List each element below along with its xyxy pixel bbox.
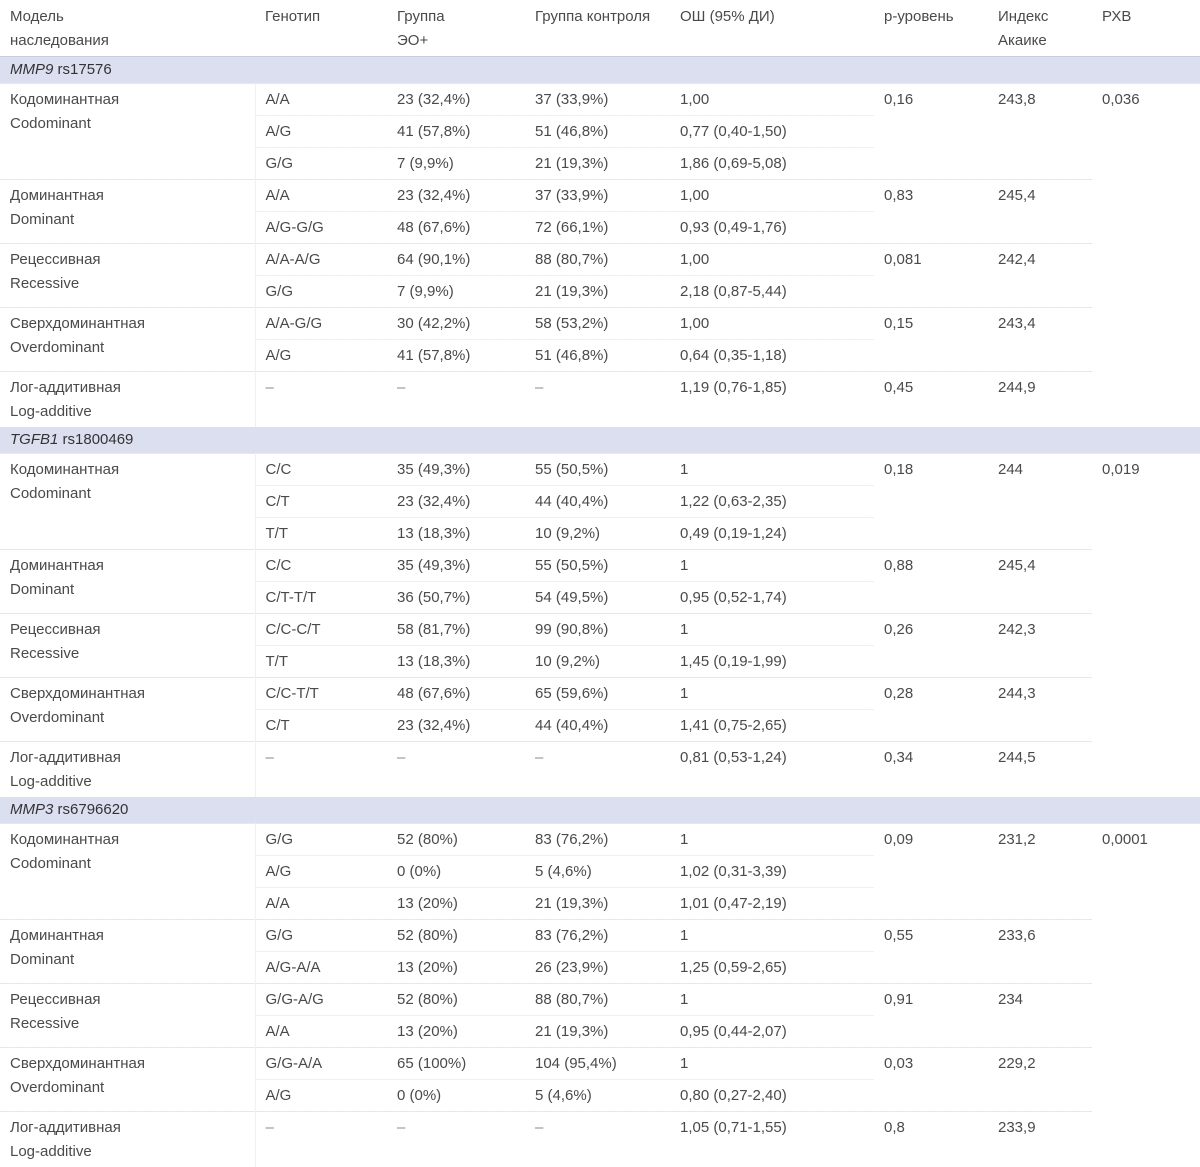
- snp-id: rs1800469: [58, 431, 133, 448]
- model-name-cell: [0, 824, 255, 920]
- or-cell: 1,86 (0,69-5,08): [670, 148, 874, 180]
- header-aic-line2: Акаике: [998, 32, 1047, 49]
- genotype-cell: C/C-T/T: [255, 678, 387, 710]
- p-value-cell: 0,16: [874, 84, 988, 180]
- aic-cell: 243,8: [988, 84, 1092, 180]
- gene-label: [0, 797, 1200, 824]
- group-eo-cell: –: [387, 742, 525, 798]
- control-cell: 104 (95,4%): [525, 1048, 670, 1080]
- control-cell: 44 (40,4%): [525, 486, 670, 518]
- p-value-cell: 0,09: [874, 824, 988, 920]
- header-model-line1: Модель: [10, 8, 64, 25]
- control-cell: 88 (80,7%): [525, 984, 670, 1016]
- genotype-cell: A/A: [255, 1016, 387, 1048]
- table-row: [0, 742, 1200, 798]
- genotype-cell: C/T: [255, 486, 387, 518]
- or-cell: 0,64 (0,35-1,18): [670, 340, 874, 372]
- table-row: [0, 824, 1200, 856]
- model-name-ru: Доминантная: [10, 184, 245, 208]
- model-group: [0, 1112, 1200, 1167]
- model-name-ru: Лог-аддитивная: [10, 1116, 245, 1140]
- group-eo-cell: 13 (20%): [387, 1016, 525, 1048]
- table-row: [0, 550, 1200, 582]
- control-cell: 55 (50,5%): [525, 454, 670, 486]
- model-group: [0, 84, 1200, 180]
- table-header: [0, 0, 1200, 57]
- model-name-en: Overdominant: [10, 706, 245, 730]
- group-eo-cell: 58 (81,7%): [387, 614, 525, 646]
- aic-cell: 234: [988, 984, 1092, 1048]
- model-name-cell: [0, 614, 255, 678]
- model-name-cell: [0, 984, 255, 1048]
- model-name-en: Overdominant: [10, 336, 245, 360]
- model-group: [0, 824, 1200, 920]
- group-eo-cell: 52 (80%): [387, 824, 525, 856]
- genotype-cell: T/T: [255, 518, 387, 550]
- model-group: [0, 372, 1200, 428]
- genotype-cell: –: [255, 742, 387, 798]
- model-name-en: Recessive: [10, 272, 245, 296]
- control-cell: 51 (46,8%): [525, 340, 670, 372]
- model-name-cell: [0, 84, 255, 180]
- group-eo-cell: 23 (32,4%): [387, 710, 525, 742]
- gene-section-header: [0, 57, 1200, 84]
- group-eo-cell: 23 (32,4%): [387, 486, 525, 518]
- lrt-cell: 0,019: [1092, 454, 1200, 550]
- control-cell: 54 (49,5%): [525, 582, 670, 614]
- or-cell: 1,02 (0,31-3,39): [670, 856, 874, 888]
- or-cell: 0,80 (0,27-2,40): [670, 1080, 874, 1112]
- gene-row: [0, 57, 1200, 84]
- group-eo-cell: 65 (100%): [387, 1048, 525, 1080]
- header-p: p-уровень: [874, 0, 988, 57]
- table-row: [0, 1112, 1200, 1167]
- genotype-cell: –: [255, 372, 387, 428]
- p-value-cell: 0,34: [874, 742, 988, 798]
- gene-name: MMP9: [10, 61, 53, 78]
- model-name-cell: [0, 1048, 255, 1112]
- lrt-cell: 0,0001: [1092, 824, 1200, 920]
- or-cell: 1: [670, 614, 874, 646]
- model-name-ru: Сверхдоминантная: [10, 312, 245, 336]
- table-row: [0, 984, 1200, 1016]
- p-value-cell: 0,15: [874, 308, 988, 372]
- model-name-ru: Рецессивная: [10, 988, 245, 1012]
- group-eo-cell: 23 (32,4%): [387, 84, 525, 116]
- genotype-cell: G/G-A/G: [255, 984, 387, 1016]
- control-cell: 51 (46,8%): [525, 116, 670, 148]
- aic-cell: 244,9: [988, 372, 1092, 428]
- control-cell: –: [525, 1112, 670, 1167]
- genotype-cell: T/T: [255, 646, 387, 678]
- gene-label: [0, 57, 1200, 84]
- group-eo-cell: 36 (50,7%): [387, 582, 525, 614]
- group-eo-cell: 13 (20%): [387, 952, 525, 984]
- control-cell: –: [525, 372, 670, 428]
- control-cell: 26 (23,9%): [525, 952, 670, 984]
- genotype-cell: C/C-C/T: [255, 614, 387, 646]
- model-name-en: Dominant: [10, 948, 245, 972]
- model-name-en: Log-additive: [10, 1140, 245, 1164]
- or-cell: 1,05 (0,71-1,55): [670, 1112, 874, 1167]
- model-name-cell: [0, 308, 255, 372]
- genotype-cell: A/G: [255, 1080, 387, 1112]
- or-cell: 1,00: [670, 180, 874, 212]
- genotype-cell: A/G-A/A: [255, 952, 387, 984]
- or-cell: 0,95 (0,44-2,07): [670, 1016, 874, 1048]
- snp-id: rs6796620: [53, 801, 128, 818]
- aic-cell: 229,2: [988, 1048, 1092, 1112]
- control-cell: 37 (33,9%): [525, 180, 670, 212]
- gene-name: TGFB1: [10, 431, 58, 448]
- table-row: [0, 372, 1200, 428]
- p-value-cell: 0,26: [874, 614, 988, 678]
- model-name-en: Recessive: [10, 642, 245, 666]
- control-cell: 21 (19,3%): [525, 888, 670, 920]
- table-row: [0, 244, 1200, 276]
- p-value-cell: 0,18: [874, 454, 988, 550]
- genotype-cell: C/C: [255, 550, 387, 582]
- model-name-ru: Кодоминантная: [10, 458, 245, 482]
- genotype-cell: A/G: [255, 856, 387, 888]
- model-group: [0, 550, 1200, 614]
- model-group: [0, 678, 1200, 742]
- or-cell: 1,22 (0,63-2,35): [670, 486, 874, 518]
- or-cell: 1: [670, 984, 874, 1016]
- model-group: [0, 244, 1200, 308]
- or-cell: 0,81 (0,53-1,24): [670, 742, 874, 798]
- group-eo-cell: 0 (0%): [387, 1080, 525, 1112]
- control-cell: 37 (33,9%): [525, 84, 670, 116]
- group-eo-cell: 0 (0%): [387, 856, 525, 888]
- aic-cell: 244,3: [988, 678, 1092, 742]
- model-group: [0, 614, 1200, 678]
- header-group-eo-line1: Группа: [397, 8, 445, 25]
- model-name-en: Log-additive: [10, 400, 245, 424]
- model-name-en: Overdominant: [10, 1076, 245, 1100]
- model-group: [0, 920, 1200, 984]
- model-name-cell: [0, 1112, 255, 1167]
- control-cell: 21 (19,3%): [525, 276, 670, 308]
- model-name-ru: Лог-аддитивная: [10, 746, 245, 770]
- or-cell: 1: [670, 920, 874, 952]
- table-row: [0, 614, 1200, 646]
- p-value-cell: 0,91: [874, 984, 988, 1048]
- or-cell: 1,19 (0,76-1,85): [670, 372, 874, 428]
- header-aic-line1: Индекс: [998, 8, 1048, 25]
- genotype-cell: C/T: [255, 710, 387, 742]
- table-row: [0, 920, 1200, 952]
- lrt-cell: 0,036: [1092, 84, 1200, 180]
- or-cell: 1,45 (0,19-1,99): [670, 646, 874, 678]
- model-name-en: Dominant: [10, 208, 245, 232]
- gene-row: [0, 797, 1200, 824]
- p-value-cell: 0,55: [874, 920, 988, 984]
- aic-cell: 233,9: [988, 1112, 1092, 1167]
- or-cell: 1: [670, 454, 874, 486]
- group-eo-cell: 7 (9,9%): [387, 276, 525, 308]
- control-cell: 88 (80,7%): [525, 244, 670, 276]
- model-name-cell: [0, 550, 255, 614]
- gene-section-header: [0, 797, 1200, 824]
- genotype-cell: A/G: [255, 116, 387, 148]
- model-name-ru: Кодоминантная: [10, 828, 245, 852]
- group-eo-cell: 13 (18,3%): [387, 518, 525, 550]
- aic-cell: 231,2: [988, 824, 1092, 920]
- or-cell: 0,95 (0,52-1,74): [670, 582, 874, 614]
- or-cell: 1: [670, 824, 874, 856]
- table-row: [0, 678, 1200, 710]
- table-row: [0, 308, 1200, 340]
- or-cell: 1: [670, 1048, 874, 1080]
- genotype-cell: G/G: [255, 920, 387, 952]
- or-cell: 1,01 (0,47-2,19): [670, 888, 874, 920]
- aic-cell: 233,6: [988, 920, 1092, 984]
- genotype-cell: A/A: [255, 888, 387, 920]
- control-cell: 5 (4,6%): [525, 1080, 670, 1112]
- group-eo-cell: 48 (67,6%): [387, 212, 525, 244]
- gene-label: [0, 427, 1200, 454]
- aic-cell: 244,5: [988, 742, 1092, 798]
- table-row: [0, 84, 1200, 116]
- model-group: [0, 984, 1200, 1048]
- model-name-en: Log-additive: [10, 770, 245, 794]
- control-cell: 44 (40,4%): [525, 710, 670, 742]
- gene-section-header: [0, 427, 1200, 454]
- or-cell: 1: [670, 550, 874, 582]
- control-cell: 21 (19,3%): [525, 148, 670, 180]
- header-or: ОШ (95% ДИ): [670, 0, 874, 57]
- group-eo-cell: 35 (49,3%): [387, 454, 525, 486]
- model-group: [0, 180, 1200, 244]
- header-group-eo-line2: ЭО+: [397, 32, 428, 49]
- snp-id: rs17576: [53, 61, 111, 78]
- model-name-en: Recessive: [10, 1012, 245, 1036]
- header-model-line2: наследования: [10, 32, 109, 49]
- control-cell: 83 (76,2%): [525, 824, 670, 856]
- genotype-cell: G/G: [255, 276, 387, 308]
- or-cell: 1,00: [670, 308, 874, 340]
- control-cell: 99 (90,8%): [525, 614, 670, 646]
- control-cell: 58 (53,2%): [525, 308, 670, 340]
- gene-name: MMP3: [10, 801, 53, 818]
- group-eo-cell: 48 (67,6%): [387, 678, 525, 710]
- genotype-cell: C/T-T/T: [255, 582, 387, 614]
- table-row: [0, 180, 1200, 212]
- or-cell: 1,00: [670, 84, 874, 116]
- group-eo-cell: 13 (18,3%): [387, 646, 525, 678]
- header-lrt: РХВ: [1092, 0, 1200, 57]
- control-cell: 21 (19,3%): [525, 1016, 670, 1048]
- group-eo-cell: 41 (57,8%): [387, 340, 525, 372]
- genotype-cell: A/G-G/G: [255, 212, 387, 244]
- control-cell: 5 (4,6%): [525, 856, 670, 888]
- model-name-cell: [0, 372, 255, 428]
- or-cell: 0,93 (0,49-1,76): [670, 212, 874, 244]
- model-name-en: Codominant: [10, 482, 245, 506]
- p-value-cell: 0,8: [874, 1112, 988, 1167]
- header-genotype: Генотип: [255, 0, 387, 57]
- p-value-cell: 0,28: [874, 678, 988, 742]
- group-eo-cell: –: [387, 1112, 525, 1167]
- control-cell: 65 (59,6%): [525, 678, 670, 710]
- table-row: [0, 454, 1200, 486]
- p-value-cell: 0,45: [874, 372, 988, 428]
- genotype-cell: G/G-A/A: [255, 1048, 387, 1080]
- model-name-cell: [0, 920, 255, 984]
- genotype-cell: G/G: [255, 824, 387, 856]
- aic-cell: 243,4: [988, 308, 1092, 372]
- aic-cell: 242,4: [988, 244, 1092, 308]
- group-eo-cell: 52 (80%): [387, 920, 525, 952]
- group-eo-cell: 64 (90,1%): [387, 244, 525, 276]
- header-aic: [988, 0, 1092, 57]
- model-name-en: Dominant: [10, 578, 245, 602]
- genotype-cell: C/C: [255, 454, 387, 486]
- model-name-ru: Лог-аддитивная: [10, 376, 245, 400]
- group-eo-cell: 30 (42,2%): [387, 308, 525, 340]
- group-eo-cell: 52 (80%): [387, 984, 525, 1016]
- gene-row: [0, 427, 1200, 454]
- model-name-cell: [0, 742, 255, 798]
- or-cell: 1: [670, 678, 874, 710]
- model-name-ru: Сверхдоминантная: [10, 1052, 245, 1076]
- model-group: [0, 742, 1200, 798]
- genotype-cell: A/A-A/G: [255, 244, 387, 276]
- or-cell: 2,18 (0,87-5,44): [670, 276, 874, 308]
- aic-cell: 242,3: [988, 614, 1092, 678]
- control-cell: 72 (66,1%): [525, 212, 670, 244]
- genotype-cell: –: [255, 1112, 387, 1167]
- header-control: Группа контроля: [525, 0, 670, 57]
- model-group: [0, 454, 1200, 550]
- group-eo-cell: 13 (20%): [387, 888, 525, 920]
- control-cell: 83 (76,2%): [525, 920, 670, 952]
- group-eo-cell: 23 (32,4%): [387, 180, 525, 212]
- model-name-cell: [0, 454, 255, 550]
- group-eo-cell: 35 (49,3%): [387, 550, 525, 582]
- control-cell: 55 (50,5%): [525, 550, 670, 582]
- p-value-cell: 0,081: [874, 244, 988, 308]
- control-cell: 10 (9,2%): [525, 646, 670, 678]
- model-name-ru: Рецессивная: [10, 618, 245, 642]
- model-name-ru: Доминантная: [10, 554, 245, 578]
- group-eo-cell: –: [387, 372, 525, 428]
- or-cell: 0,49 (0,19-1,24): [670, 518, 874, 550]
- aic-cell: 244: [988, 454, 1092, 550]
- header-group-eo: [387, 0, 525, 57]
- or-cell: 1,00: [670, 244, 874, 276]
- genotype-cell: G/G: [255, 148, 387, 180]
- group-eo-cell: 7 (9,9%): [387, 148, 525, 180]
- aic-cell: 245,4: [988, 550, 1092, 614]
- table-row: [0, 1048, 1200, 1080]
- model-group: [0, 308, 1200, 372]
- control-cell: –: [525, 742, 670, 798]
- genotype-cell: A/A-G/G: [255, 308, 387, 340]
- header-model: [0, 0, 255, 57]
- model-name-en: Codominant: [10, 852, 245, 876]
- control-cell: 10 (9,2%): [525, 518, 670, 550]
- model-name-ru: Доминантная: [10, 924, 245, 948]
- model-name-cell: [0, 244, 255, 308]
- or-cell: 1,41 (0,75-2,65): [670, 710, 874, 742]
- model-name-en: Codominant: [10, 112, 245, 136]
- aic-cell: 245,4: [988, 180, 1092, 244]
- group-eo-cell: 41 (57,8%): [387, 116, 525, 148]
- genotype-cell: A/A: [255, 84, 387, 116]
- genotype-cell: A/A: [255, 180, 387, 212]
- model-name-cell: [0, 678, 255, 742]
- p-value-cell: 0,88: [874, 550, 988, 614]
- p-value-cell: 0,03: [874, 1048, 988, 1112]
- model-group: [0, 1048, 1200, 1112]
- or-cell: 0,77 (0,40-1,50): [670, 116, 874, 148]
- model-name-ru: Кодоминантная: [10, 88, 245, 112]
- model-name-cell: [0, 180, 255, 244]
- p-value-cell: 0,83: [874, 180, 988, 244]
- model-name-ru: Рецессивная: [10, 248, 245, 272]
- or-cell: 1,25 (0,59-2,65): [670, 952, 874, 984]
- model-name-ru: Сверхдоминантная: [10, 682, 245, 706]
- genotype-cell: A/G: [255, 340, 387, 372]
